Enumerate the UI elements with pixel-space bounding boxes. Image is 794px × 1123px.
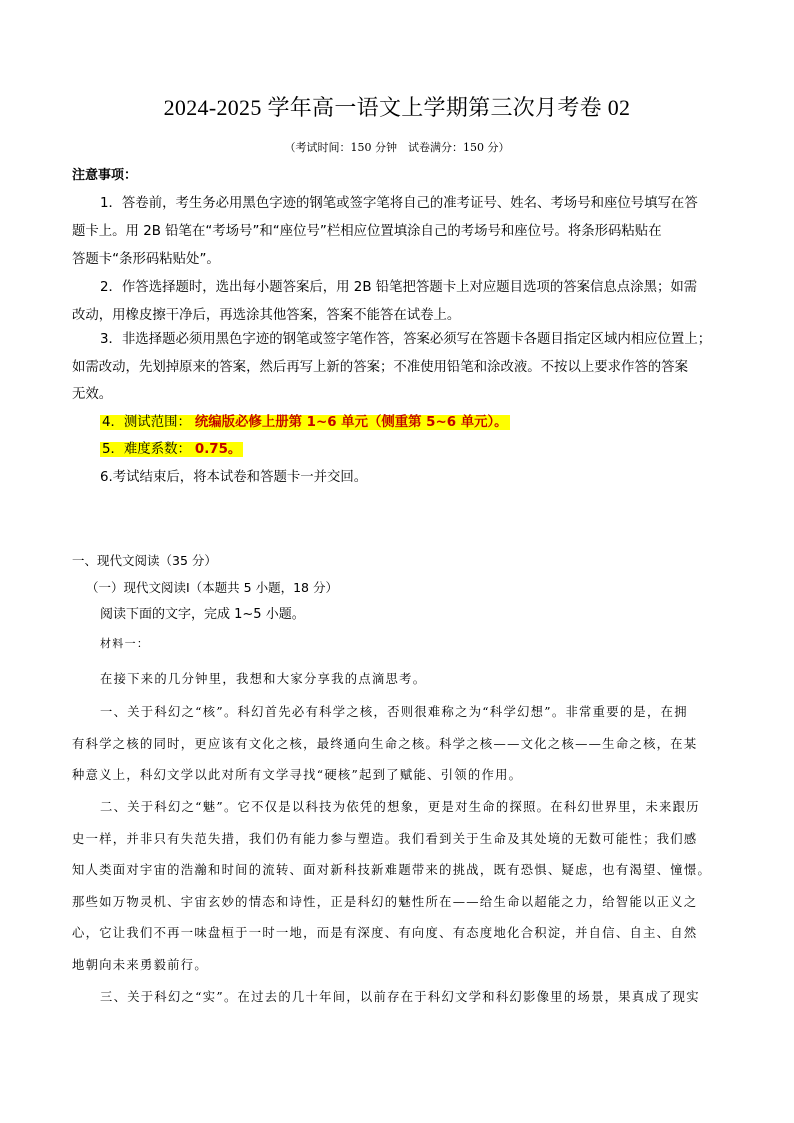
notice-item-1-line-1: 1．答卷前，考生务必用黑色字迹的钢笔或签字笔将自己的准考证号、姓名、考场号和座位号填写在答 [100, 196, 698, 211]
notice-item-1-line-2: 题卡上。用 2B 铅笔在“考场号”和“座位号”栏相应位置填涂自己的考场号和座位号。将条形码粘贴在 [72, 224, 662, 239]
exam-info-subtitle: （考试时间：150 分钟 试卷满分：150 分） [284, 141, 510, 154]
passage-line-4: 种意义上，科幻文学以此对所有文学寻找“硬核”起到了赋能、引领的作用。 [72, 768, 523, 782]
notice-item-2-line-2: 改动，用橡皮擦干净后，再选涂其他答案，答案不能答在试卷上。 [72, 308, 461, 323]
notice-item-2-line-1: 2．作答选择题时，选出每小题答案后，用 2B 铅笔把答题卡上对应题目选项的答案信息点涂黑；如需 [100, 280, 698, 295]
difficulty-label: 5．难度系数： [102, 442, 191, 457]
section-heading: 一、现代文阅读（35 分） [72, 553, 217, 568]
passage-line-3: 有科学之核的同时，更应该有文化之核，最终通向生命之核。科学之核——文化之核——生命之核，在某 [72, 737, 698, 751]
passage-line-6: 史一样，并非只有失范失措，我们仍有能力参与塑造。我们看到关于生命及其处境的无数可能性；我们感 [72, 832, 698, 846]
passage-line-1: 在接下来的几分钟里，我想和大家分享我的点滴思考。 [100, 672, 427, 686]
notice-item-3-line-3: 无效。 [72, 387, 113, 402]
notice-item-6: 6.考试结束后，将本试卷和答题卡一并交回。 [100, 470, 368, 485]
passage-line-8: 那些如万物灵机、宇宙玄妙的情态和诗性，正是科幻的魅性所在——给生命以超能之力，给智能以正义之 [72, 895, 698, 909]
notice-item-5-difficulty [100, 440, 243, 460]
passage-line-5: 二、关于科幻之“魅”。它不仅是以科技为依凭的想象，更是对生命的探照。在科幻世界里，未来跟历 [100, 800, 700, 814]
difficulty-value: 0.75。 [194, 442, 242, 457]
passage-line-11: 三、关于科幻之“实”。在过去的几十年间，以前存在于科幻文学和科幻影像里的场景，果真成了现实 [100, 990, 700, 1004]
test-scope-label: 4．测试范围： [102, 415, 191, 430]
reading-instruction: 阅读下面的文字，完成 1~5 小题。 [100, 607, 305, 622]
notice-item-3-line-2: 如需改动，先划掉原来的答案，然后再写上新的答案；不准使用铅笔和涂改液。不按以上要求作答的答案 [72, 360, 688, 375]
passage-line-7: 知人类面对宇宙的浩瀚和时间的流转、面对新科技新难题带来的挑战，既有恐惧、疑虑，也有渴望、憧憬。 [72, 863, 712, 877]
notice-item-3-line-1: 3．非选择题必须用黑色字迹的钢笔或签字笔作答，答案必须写在答题卡各题目指定区域内相应位置上； [100, 332, 712, 347]
notice-item-1-line-3: 答题卡“条形码粘贴处”。 [72, 252, 220, 267]
material-label: 材料一： [100, 637, 150, 650]
passage-line-10: 地朝向未来勇毅前行。 [72, 958, 208, 972]
notice-heading: 注意事项： [72, 168, 138, 183]
passage-line-9: 心，它让我们不再一味盘桓于一时一地，而是有深度、有向度、有态度地化合积淀，并自信、自主、自然 [72, 926, 698, 940]
section-subheading: （一）现代文阅读Ⅰ（本题共 5 小题，18 分） [86, 580, 338, 595]
notice-item-4-test-scope [100, 413, 510, 433]
passage-line-2: 一、关于科幻之“核”。科幻首先必有科学之核，否则很难称之为“科学幻想”。非常重要的是，在拥 [100, 705, 688, 719]
test-scope-value: 统编版必修上册第 1~6 单元（侧重第 5~6 单元）。 [194, 415, 508, 430]
document-title: 2024-2025 学年高一语文上学期第三次月考卷 02 [163, 95, 631, 120]
